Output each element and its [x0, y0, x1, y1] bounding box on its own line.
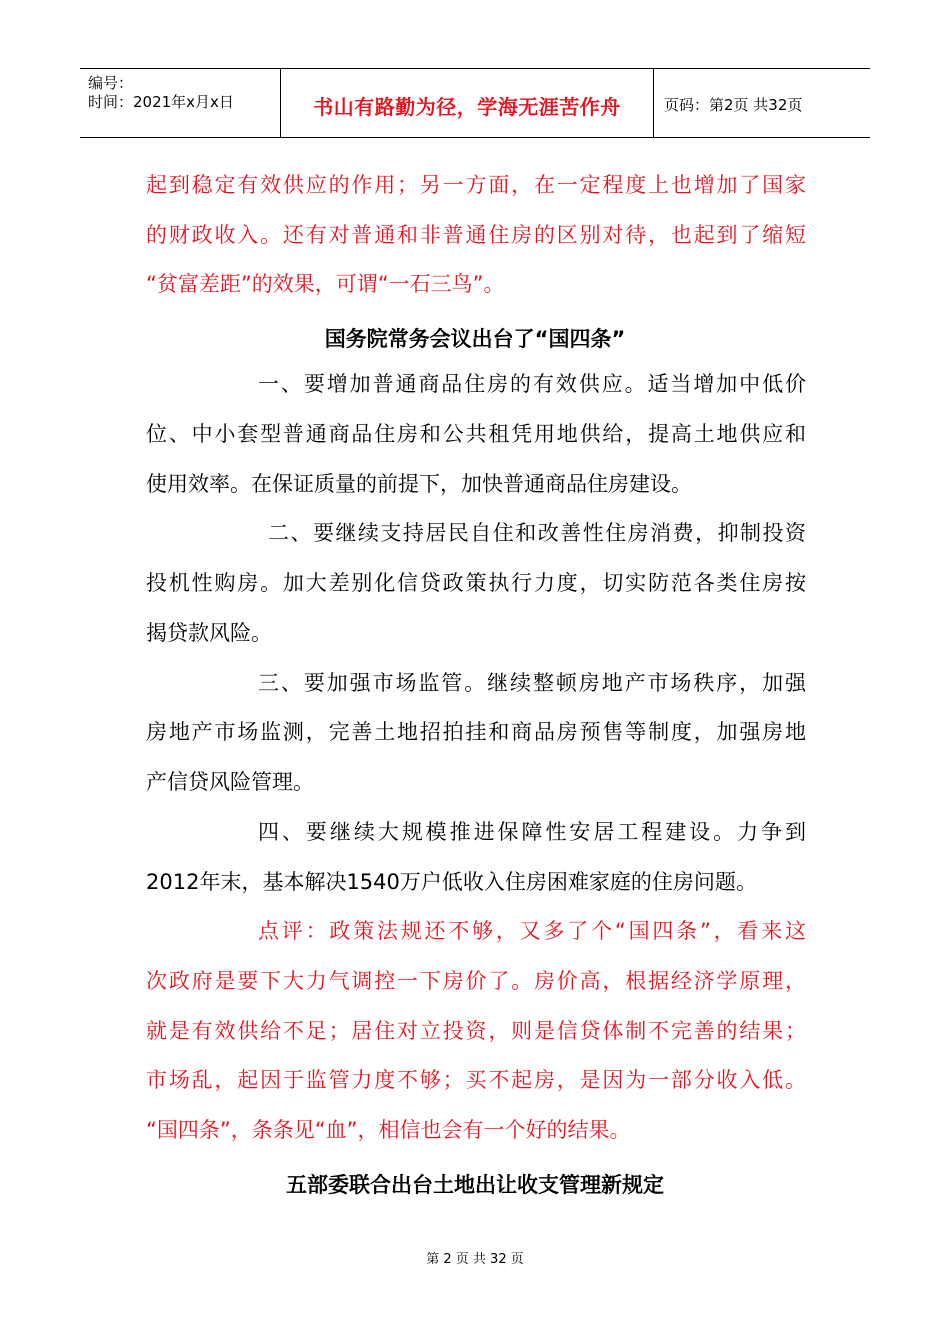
- document-number-label: 编号：: [88, 74, 134, 92]
- page-header: [80, 68, 870, 138]
- paragraph-line: 产信贷风险管理。: [146, 770, 314, 794]
- paragraph-line: 起到稳定有效供应的作用；另一方面，在一定程度上也增加了国家: [146, 173, 806, 197]
- paragraph-line: 使用效率。在保证质量的前提下，加快普通商品住房建设。: [146, 472, 692, 496]
- paragraph-line: 的财政收入。还有对普通和非普通住房的区别对待，也起到了缩短: [146, 223, 806, 247]
- header-page-cell: [654, 69, 870, 137]
- paragraph-line: 投机性购房。加大差别化信贷政策执行力度，切实防范各类住房按: [146, 571, 806, 595]
- header-motto: 书山有路勤为径，学海无涯苦作舟: [313, 95, 621, 119]
- paragraph-line: 三、要加强市场监管。继续整顿房地产市场秩序，加强: [258, 671, 806, 695]
- commentary-line: 次政府是要下大力气调控一下房价了。房价高，根据经济学原理，: [146, 969, 806, 993]
- section-heading: 国务院常务会议出台了“国四条”: [324, 327, 626, 351]
- commentary-line: 就是有效供给不足；居住对立投资，则是信贷体制不完善的结果；: [146, 1019, 806, 1043]
- paragraph-line: 一、要增加普通商品住房的有效供应。适当增加中低价: [258, 372, 806, 396]
- header-motto-cell: [281, 69, 654, 137]
- commentary-line: “国四条”，条条见“血”，相信也会有一个好的结果。: [146, 1118, 631, 1142]
- paragraph-line: 2012年末，基本解决1540万户低收入住房困难家庭的住房问题。: [146, 870, 757, 894]
- section-heading: 五部委联合出台土地出让收支管理新规定: [286, 1173, 664, 1197]
- paragraph-line: 房地产市场监测，完善土地招拍挂和商品房预售等制度，加强房地: [146, 720, 806, 744]
- paragraph-line: 位、中小套型普通商品住房和公共租凭用地供给，提高土地供应和: [146, 422, 806, 446]
- commentary-line: 点评：政策法规还不够，又多了个“国四条”，看来这: [258, 919, 806, 943]
- header-meta-cell: [80, 69, 281, 137]
- document-date-label: 时间：2021年x月x日: [88, 93, 234, 111]
- page-footer: 第 2 页 共 32 页: [426, 1252, 524, 1267]
- paragraph-line: 二、要继续支持居民自住和改善性住房消费，抑制投资: [268, 521, 806, 545]
- paragraph-line: 揭贷款风险。: [146, 621, 272, 645]
- header-page-number: 页码：第2页 共32页: [664, 96, 803, 114]
- paragraph-line: “贫富差距”的效果，可谓“一石三鸟”。: [146, 272, 505, 296]
- paragraph-line: 四、要继续大规模推进保障性安居工程建设。力争到: [258, 820, 806, 844]
- commentary-line: 市场乱，起因于监管力度不够；买不起房，是因为一部分收入低。: [146, 1068, 806, 1092]
